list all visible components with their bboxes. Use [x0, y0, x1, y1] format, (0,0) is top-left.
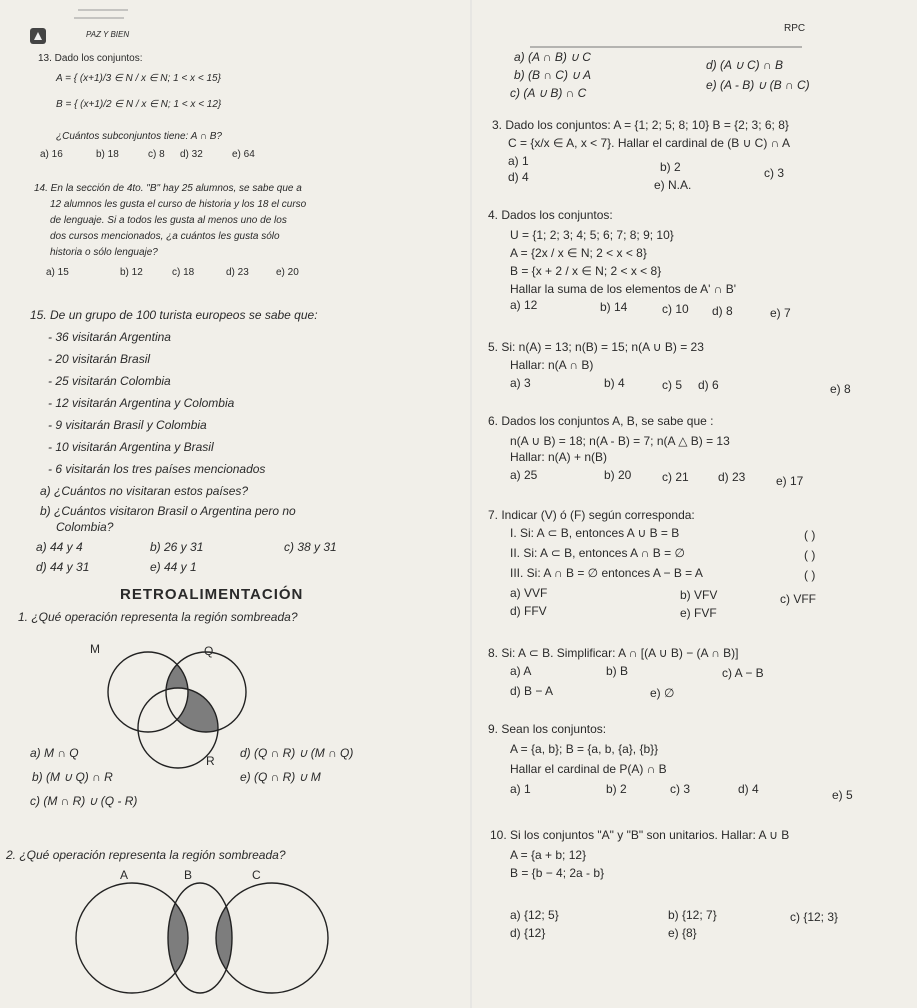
p3-option: b) 2 — [660, 160, 681, 174]
venn1-label-m: M — [90, 642, 100, 656]
section-heading: RETROALIMENTACIÓN — [120, 586, 304, 603]
p15-fact: - 9 visitarán Brasil y Colombia — [48, 418, 207, 432]
p8-option: d) B − A — [510, 684, 554, 698]
prev-option: a) (A ∩ B) ∪ C — [514, 50, 591, 64]
p4-option: d) 8 — [712, 304, 733, 318]
p15-option: a) 44 y 4 — [36, 540, 83, 554]
p14-line: 12 alumnos les gusta el curso de historia y los 18 el curso — [50, 199, 307, 210]
p13-set-b: B = { (x+1)/2 ∈ N / x ∈ N; 1 < x < 12} — [56, 99, 222, 110]
p7-answer-bracket[interactable]: ( ) — [804, 568, 816, 582]
p4-set-b: B = {x + 2 / x ∈ N; 2 < x < 8} — [510, 264, 662, 278]
p15-option: e) 44 y 1 — [150, 560, 197, 574]
p3-line1: 3. Dado los conjuntos: A = {1; 2; 5; 8; 10} B = {2; 3; 6; 8} — [492, 118, 789, 132]
prev-option: c) (A ∪ B) ∩ C — [510, 86, 587, 100]
p7-item: II. Si: A ⊂ B, entonces A ∩ B = ∅ — [510, 546, 685, 560]
p15-fact: - 10 visitarán Argentina y Brasil — [48, 440, 214, 454]
rpc-badge: RPC — [784, 23, 806, 34]
p7-item: I. Si: A ⊂ B, entonces A ∪ B = B — [510, 526, 680, 540]
p7-title: 7. Indicar (V) ó (F) según corresponda: — [488, 508, 695, 522]
p6-option: a) 25 — [510, 468, 538, 482]
p5-option: e) 8 — [830, 382, 851, 396]
p6-option: d) 23 — [718, 470, 746, 484]
p13-option: e) 64 — [232, 149, 255, 160]
p10-option: e) {8} — [668, 926, 697, 940]
p15-title: 15. De un grupo de 100 turista europeos se sabe que: — [30, 308, 318, 322]
p14-option: e) 20 — [276, 267, 299, 278]
r2-question: 2. ¿Qué operación representa la región sombreada? — [6, 848, 286, 862]
p15-option: c) 38 y 31 — [284, 540, 337, 554]
p9-line1: 9. Sean los conjuntos: — [488, 722, 607, 736]
p14-line: historia o sólo lenguaje? — [50, 247, 158, 258]
p6-line1: 6. Dados los conjuntos A, B, se sabe que : — [488, 414, 714, 428]
venn-diagram-2 — [72, 878, 332, 998]
p4-universe: U = {1; 2; 3; 4; 5; 6; 7; 8; 9; 10} — [510, 228, 674, 242]
school-logo-icon — [28, 2, 138, 50]
p15-fact: - 36 visitarán Argentina — [48, 330, 171, 344]
p5-option: c) 5 — [662, 378, 683, 392]
p5-option: d) 6 — [698, 378, 719, 392]
p14-option: c) 18 — [172, 267, 195, 278]
p9-option: c) 3 — [670, 782, 691, 796]
p8-option: c) A − B — [722, 666, 764, 680]
p10-option: c) {12; 3} — [790, 910, 839, 924]
p14-line: 14. En la sección de 4to. "B" hay 25 alumnos, se sabe que a — [34, 183, 302, 194]
p15-question-a: a) ¿Cuántos no visitaran estos países? — [40, 484, 249, 498]
p13-title: 13. Dado los conjuntos: — [38, 53, 143, 64]
p13-option: d) 32 — [180, 149, 203, 160]
p15-fact: - 6 visitarán los tres países mencionados — [48, 462, 266, 476]
p7-option: a) VVF — [510, 586, 548, 600]
p4-option: c) 10 — [662, 302, 689, 316]
p3-option: e) N.A. — [654, 178, 692, 192]
p4-option: e) 7 — [770, 306, 791, 320]
p7-option: e) FVF — [680, 606, 717, 620]
p7-answer-bracket[interactable]: ( ) — [804, 548, 816, 562]
p8-line1: 8. Si: A ⊂ B. Simplificar: A ∩ [(A ∪ B) − (A ∩ B)] — [488, 646, 739, 660]
p9-option: d) 4 — [738, 782, 759, 796]
p4-title: 4. Dados los conjuntos: — [488, 208, 613, 222]
p3-option: c) 3 — [764, 166, 785, 180]
p3-line2: C = {x/x ∈ A, x < 7}. Hallar el cardinal de (B ∪ C) ∩ A — [508, 136, 790, 150]
p15-fact: - 20 visitarán Brasil — [48, 352, 151, 366]
p13-question: ¿Cuántos subconjuntos tiene: A ∩ B? — [56, 131, 222, 142]
p3-option: d) 4 — [508, 170, 529, 184]
p6-option: c) 21 — [662, 470, 689, 484]
p14-line: de lenguaje. Si a todos les gusta al menos uno de los — [50, 215, 287, 226]
p4-question: Hallar la suma de los elementos de A' ∩ B' — [510, 282, 736, 296]
r1-question: 1. ¿Qué operación representa la región sombreada? — [18, 610, 298, 624]
p10-option: b) {12; 7} — [668, 908, 717, 922]
p6-line3: Hallar: n(A) + n(B) — [510, 450, 608, 464]
p5-option: b) 4 — [604, 376, 625, 390]
p10-set-b: B = {b − 4; 2a - b} — [510, 866, 605, 880]
r1-option: b) (M ∪ Q) ∩ R — [32, 770, 113, 784]
p13-set-a: A = { (x+1)/3 ∈ N / x ∈ N; 1 < x < 15} — [56, 73, 221, 84]
r1-option: d) (Q ∩ R) ∪ (M ∩ Q) — [240, 746, 354, 760]
venn2-label-a: A — [120, 868, 129, 882]
p7-option: b) VFV — [680, 588, 718, 602]
p5-line1: 5. Si: n(A) = 13; n(B) = 15; n(A ∪ B) = 23 — [488, 340, 704, 354]
venn1-label-r: R — [206, 754, 215, 768]
r1-option: e) (Q ∩ R) ∪ M — [240, 770, 321, 784]
p8-option: b) B — [606, 664, 629, 678]
p14-line: dos cursos mencionados, ¿a cuántos les gusta sólo — [50, 231, 280, 242]
p5-option: a) 3 — [510, 376, 531, 390]
p6-line2: n(A ∪ B) = 18; n(A - B) = 7; n(A △ B) = 13 — [510, 434, 730, 448]
p10-option: a) {12; 5} — [510, 908, 559, 922]
p9-line2: A = {a, b}; B = {a, b, {a}, {b}} — [510, 742, 659, 756]
p13-option: c) 8 — [148, 149, 165, 160]
p15-option: d) 44 y 31 — [36, 560, 90, 574]
p13-option: b) 18 — [96, 149, 119, 160]
p10-line1: 10. Si los conjuntos "A" y "B" son unitarios. Hallar: A ∪ B — [490, 828, 790, 842]
prev-option: b) (B ∩ C) ∪ A — [514, 68, 591, 82]
venn2-label-c: C — [252, 868, 261, 882]
p9-line3: Hallar el cardinal de P(A) ∩ B — [510, 762, 667, 776]
p7-option: d) FFV — [510, 604, 547, 618]
p7-option: c) VFF — [780, 592, 816, 606]
p8-option: e) ∅ — [650, 686, 675, 700]
p7-item: III. Si: A ∩ B = ∅ entonces A − B = A — [510, 566, 703, 580]
p6-option: e) 17 — [776, 474, 804, 488]
p15-option: b) 26 y 31 — [150, 540, 204, 554]
p4-option: a) 12 — [510, 298, 538, 312]
prev-option: d) (A ∪ C) ∩ B — [706, 58, 783, 72]
r1-option: a) M ∩ Q — [30, 746, 79, 760]
p9-option: b) 2 — [606, 782, 627, 796]
p7-answer-bracket[interactable]: ( ) — [804, 528, 816, 542]
p9-option: e) 5 — [832, 788, 853, 802]
logo-text: PAZ Y BIEN — [86, 30, 130, 39]
p15-fact: - 25 visitarán Colombia — [48, 374, 171, 388]
p15-question-b: b) ¿Cuántos visitaron Brasil o Argentina pero no — [40, 504, 296, 518]
p14-option: a) 15 — [46, 267, 69, 278]
r1-option: c) (M ∩ R) ∪ (Q - R) — [30, 794, 138, 808]
p9-option: a) 1 — [510, 782, 531, 796]
p3-option: a) 1 — [508, 154, 529, 168]
p4-option: b) 14 — [600, 300, 628, 314]
p6-option: b) 20 — [604, 468, 632, 482]
p10-option: d) {12} — [510, 926, 546, 940]
venn2-label-b: B — [184, 868, 193, 882]
header-line — [530, 46, 802, 48]
p10-set-a: A = {a + b; 12} — [510, 848, 587, 862]
prev-option: e) (A - B) ∪ (B ∩ C) — [706, 78, 810, 92]
p14-option: b) 12 — [120, 267, 143, 278]
venn1-label-q: Q — [204, 644, 214, 658]
p8-option: a) A — [510, 664, 532, 678]
p4-set-a: A = {2x / x ∈ N; 2 < x < 8} — [510, 246, 647, 260]
p13-option: a) 16 — [40, 149, 63, 160]
p15-question-b-cont: Colombia? — [56, 520, 114, 534]
header-rule — [470, 0, 472, 1008]
p14-option: d) 23 — [226, 267, 249, 278]
p5-line2: Hallar: n(A ∩ B) — [510, 358, 594, 372]
p15-fact: - 12 visitarán Argentina y Colombia — [48, 396, 235, 410]
